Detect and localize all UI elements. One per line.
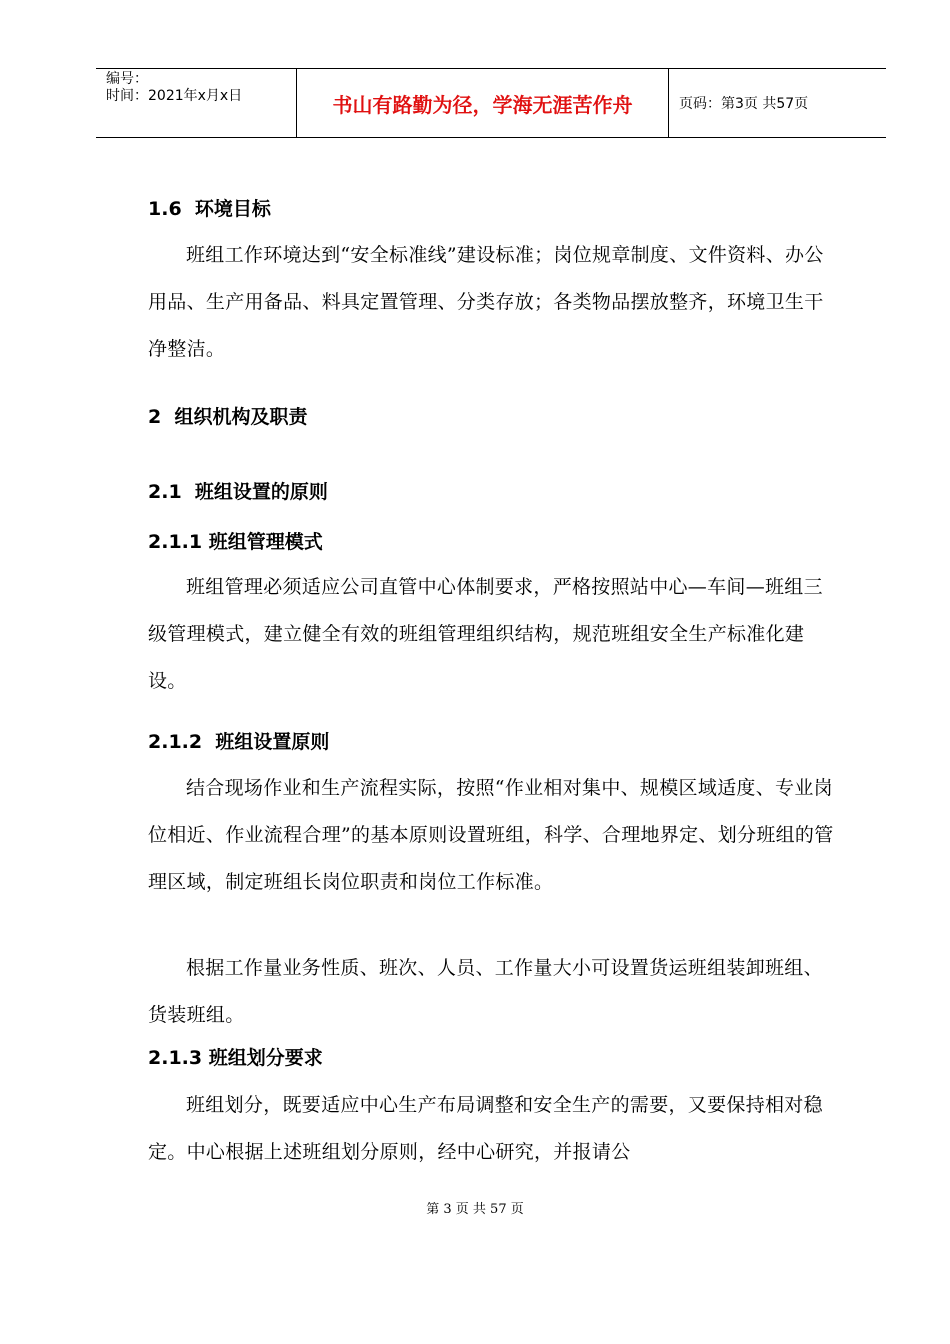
heading-1-6: 1.6 环境目标 bbox=[148, 198, 271, 220]
number-label: 编号： bbox=[106, 71, 148, 87]
header-page-info: 页码：第3页 共57页 bbox=[679, 96, 809, 112]
paragraph-2-1-2-a: 结合现场作业和生产流程实际，按照“作业相对集中、规模区域适度、专业岗位相近、作业流程合理”的基本原则设置班组，科学、合理地界定、划分班组的管理区域，制定班组长岗位职责和岗位工作标准。 bbox=[148, 777, 834, 893]
heading-2: 2 组织机构及职责 bbox=[148, 406, 308, 428]
time-label: 时间：2021年x月x日 bbox=[106, 88, 243, 104]
header-meta bbox=[96, 69, 297, 137]
paragraph-2-1-3: 班组划分，既要适应中心生产布局调整和安全生产的需要，又要保持相对稳定。中心根据上述班组划分原则，经中心研究，并报请公 bbox=[148, 1094, 823, 1163]
heading-2-1: 2.1 班组设置的原则 bbox=[148, 481, 328, 503]
paragraph-1-6: 班组工作环境达到“安全标准线”建设标准；岗位规章制度、文件资料、办公用品、生产用备品、料具定置管理、分类存放；各类物品摆放整齐，环境卫生干净整洁。 bbox=[148, 244, 824, 360]
page-footer: 第 3 页 共 57 页 bbox=[426, 1202, 524, 1217]
header-motto: 书山有路勤为径，学海无涯苦作舟 bbox=[297, 69, 669, 137]
heading-2-1-3: 2.1.3 班组划分要求 bbox=[148, 1047, 323, 1069]
heading-2-1-2: 2.1.2 班组设置原则 bbox=[148, 731, 330, 753]
paragraph-2-1-2-b: 根据工作量业务性质、班次、人员、工作量大小可设置货运班组装卸班组、货装班组。 bbox=[148, 957, 823, 1026]
page-header bbox=[96, 68, 886, 138]
paragraph-2-1-1: 班组管理必须适应公司直管中心体制要求，严格按照站中心—车间—班组三级管理模式，建立健全有效的班组管理组织结构，规范班组安全生产标准化建设。 bbox=[148, 576, 823, 692]
heading-2-1-1: 2.1.1 班组管理模式 bbox=[148, 531, 323, 553]
